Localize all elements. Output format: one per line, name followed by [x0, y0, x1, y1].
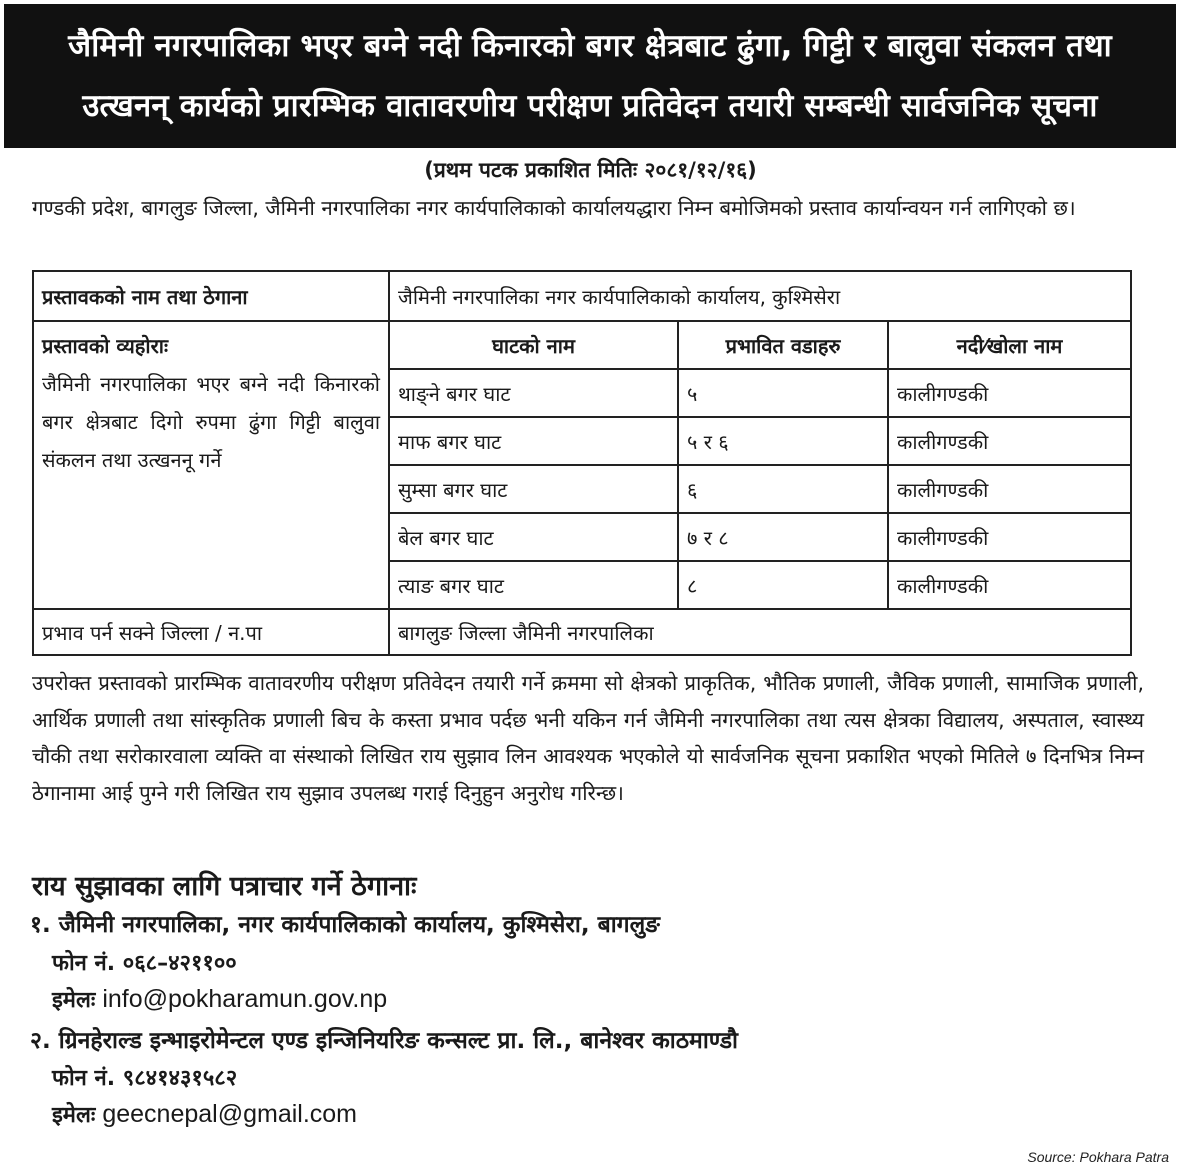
contact-1-name: १. जैमिनी नगरपालिका, नगर कार्यपालिकाको कार्यालय, कुश्मिसेरा, बागलुङ	[30, 912, 660, 938]
proposal-table	[32, 270, 1132, 656]
proposer-label: प्रस्तावकको नाम तथा ठेगाना	[33, 271, 389, 321]
ghat-wards: ७ र ८	[678, 513, 888, 561]
table-row	[33, 321, 1131, 609]
proposal-description-cell	[33, 321, 389, 609]
contact-2-name: २. ग्रिनहेराल्ड इन्भाइरोमेन्टल एण्ड इन्जिनियरिङ कन्सल्ट प्रा. लि., बानेश्वर काठमाण्डौ	[30, 1028, 738, 1054]
source-credit: Source: Pokhara Patra	[1027, 1149, 1169, 1165]
notice-header	[4, 4, 1176, 148]
contact-1-email-row	[52, 984, 387, 1014]
table-row	[33, 609, 1131, 655]
ghat-name-header: घाटको नाम	[390, 322, 678, 369]
contact-2-email-row	[52, 1099, 357, 1129]
river-header: नदी⁄खोला नाम	[888, 322, 1130, 369]
table-row	[390, 513, 1130, 561]
contact-2-email-label: इमेलः	[52, 1103, 96, 1128]
contact-1-phone: फोन नं. ०६८–४२११००	[52, 951, 237, 976]
table-row	[390, 369, 1130, 417]
intro-paragraph: गण्डकी प्रदेश, बागलुङ जिल्ला, जैमिनी नगरपालिका नगर कार्यपालिकाको कार्यालयद्धारा निम्न बमोजिमको प्रस्ताव कार्यान्वयन गर्न लागिएको छ।	[32, 196, 1076, 220]
contact-1-email-label: इमेलः	[52, 988, 96, 1013]
body-paragraph: उपरोक्त प्रस्तावको प्रारम्भिक वातावरणीय परीक्षण प्रतिवेदन तयारी गर्ने क्रममा सो क्षेत्रको प्राकृतिक, भौतिक प्रणाली, जैविक प्रणाली, सामाजिक प्रणाली, आर्थिक प्रणाली तथा सांस्कृतिक प्रणाली बिच के कस्ता प्रभाव पर्दछ भनी यकिन गर्न जैमिनी नगरपालिका तथा त्यस क्षेत्रका विद्यालय, अस्पताल, स्वास्थ्य चौकी तथा सरोकारवाला व्यक्ति वा संस्थाको लिखित राय सुझाव लिन आवश्यक भएकोले यो सार्वजनिक सूचना प्रकाशित भएको मितिले ७ दिनभित्र निम्न ठेगानामा आई पुग्ने गरी लिखित राय सुझाव उपलब्ध गराई दिनुहुन अनुरोध गरिन्छ।	[32, 671, 1144, 805]
ghat-wards: ८	[678, 561, 888, 608]
ghat-name: त्याङ बगर घाट	[390, 561, 678, 608]
contact-2-email[interactable]: geecnepal@gmail.com	[102, 1100, 358, 1128]
contact-2-phone: फोन नं. ९८४१४३१५८२	[52, 1066, 238, 1091]
proposer-value: जैमिनी नगरपालिका नगर कार्यपालिकाको कार्यालय, कुश्मिसेरा	[389, 271, 1131, 321]
ghat-table-cell	[389, 321, 1131, 609]
ghat-river: कालीगण्डकी	[888, 561, 1130, 608]
ghat-river: कालीगण्डकी	[888, 513, 1130, 561]
ghat-wards: ५	[678, 369, 888, 417]
ghat-river: कालीगण्डकी	[888, 417, 1130, 465]
ghat-name: थाङ्ने बगर घाट	[390, 369, 678, 417]
ghat-name: सुम्सा बगर घाट	[390, 465, 678, 513]
table-row	[390, 417, 1130, 465]
header-title-line-2: उत्खनन् कार्यको प्रारम्भिक वातावरणीय परीक्षण प्रतिवेदन तयारी सम्बन्धी सार्वजनिक सूचना	[82, 88, 1098, 124]
table-row	[390, 465, 1130, 513]
table-row	[390, 561, 1130, 608]
ghat-header-row	[390, 322, 1130, 369]
district-label: प्रभाव पर्न सक्ने जिल्ला / न.पा	[33, 609, 389, 655]
ghat-wards: ६	[678, 465, 888, 513]
published-date: (प्रथम पटक प्रकाशित मितिः २०८१/१२/१६)	[424, 158, 757, 182]
table-row	[33, 271, 1131, 321]
proposal-description-text: जैमिनी नगरपालिका भएर बग्ने नदी किनारको बगर क्षेत्रबाट दिगो रुपमा ढुंगा गिट्टी बालुवा संकलन तथा उत्खननू गर्ने	[42, 372, 380, 472]
ghat-wards: ५ र ६	[678, 417, 888, 465]
ghat-name: बेल बगर घाट	[390, 513, 678, 561]
ghat-river: कालीगण्डकी	[888, 369, 1130, 417]
ghat-table	[390, 322, 1130, 608]
district-value: बागलुङ जिल्ला जैमिनी नगरपालिका	[389, 609, 1131, 655]
contacts-title: राय सुझावका लागि पत्राचार गर्ने ठेगानाः	[32, 871, 417, 902]
ghat-name: माफ बगर घाट	[390, 417, 678, 465]
proposal-description-title: प्रस्तावको व्यहोराः	[42, 334, 169, 358]
contact-1-email[interactable]: info@pokharamun.gov.np	[102, 985, 388, 1013]
ghat-river: कालीगण्डकी	[888, 465, 1130, 513]
header-title-line-1: जैमिनी नगरपालिका भएर बग्ने नदी किनारको बगर क्षेत्रबाट ढुंगा, गिट्टी र बालुवा संकलन तथा	[68, 28, 1112, 64]
wards-header: प्रभावित वडाहरु	[678, 322, 888, 369]
